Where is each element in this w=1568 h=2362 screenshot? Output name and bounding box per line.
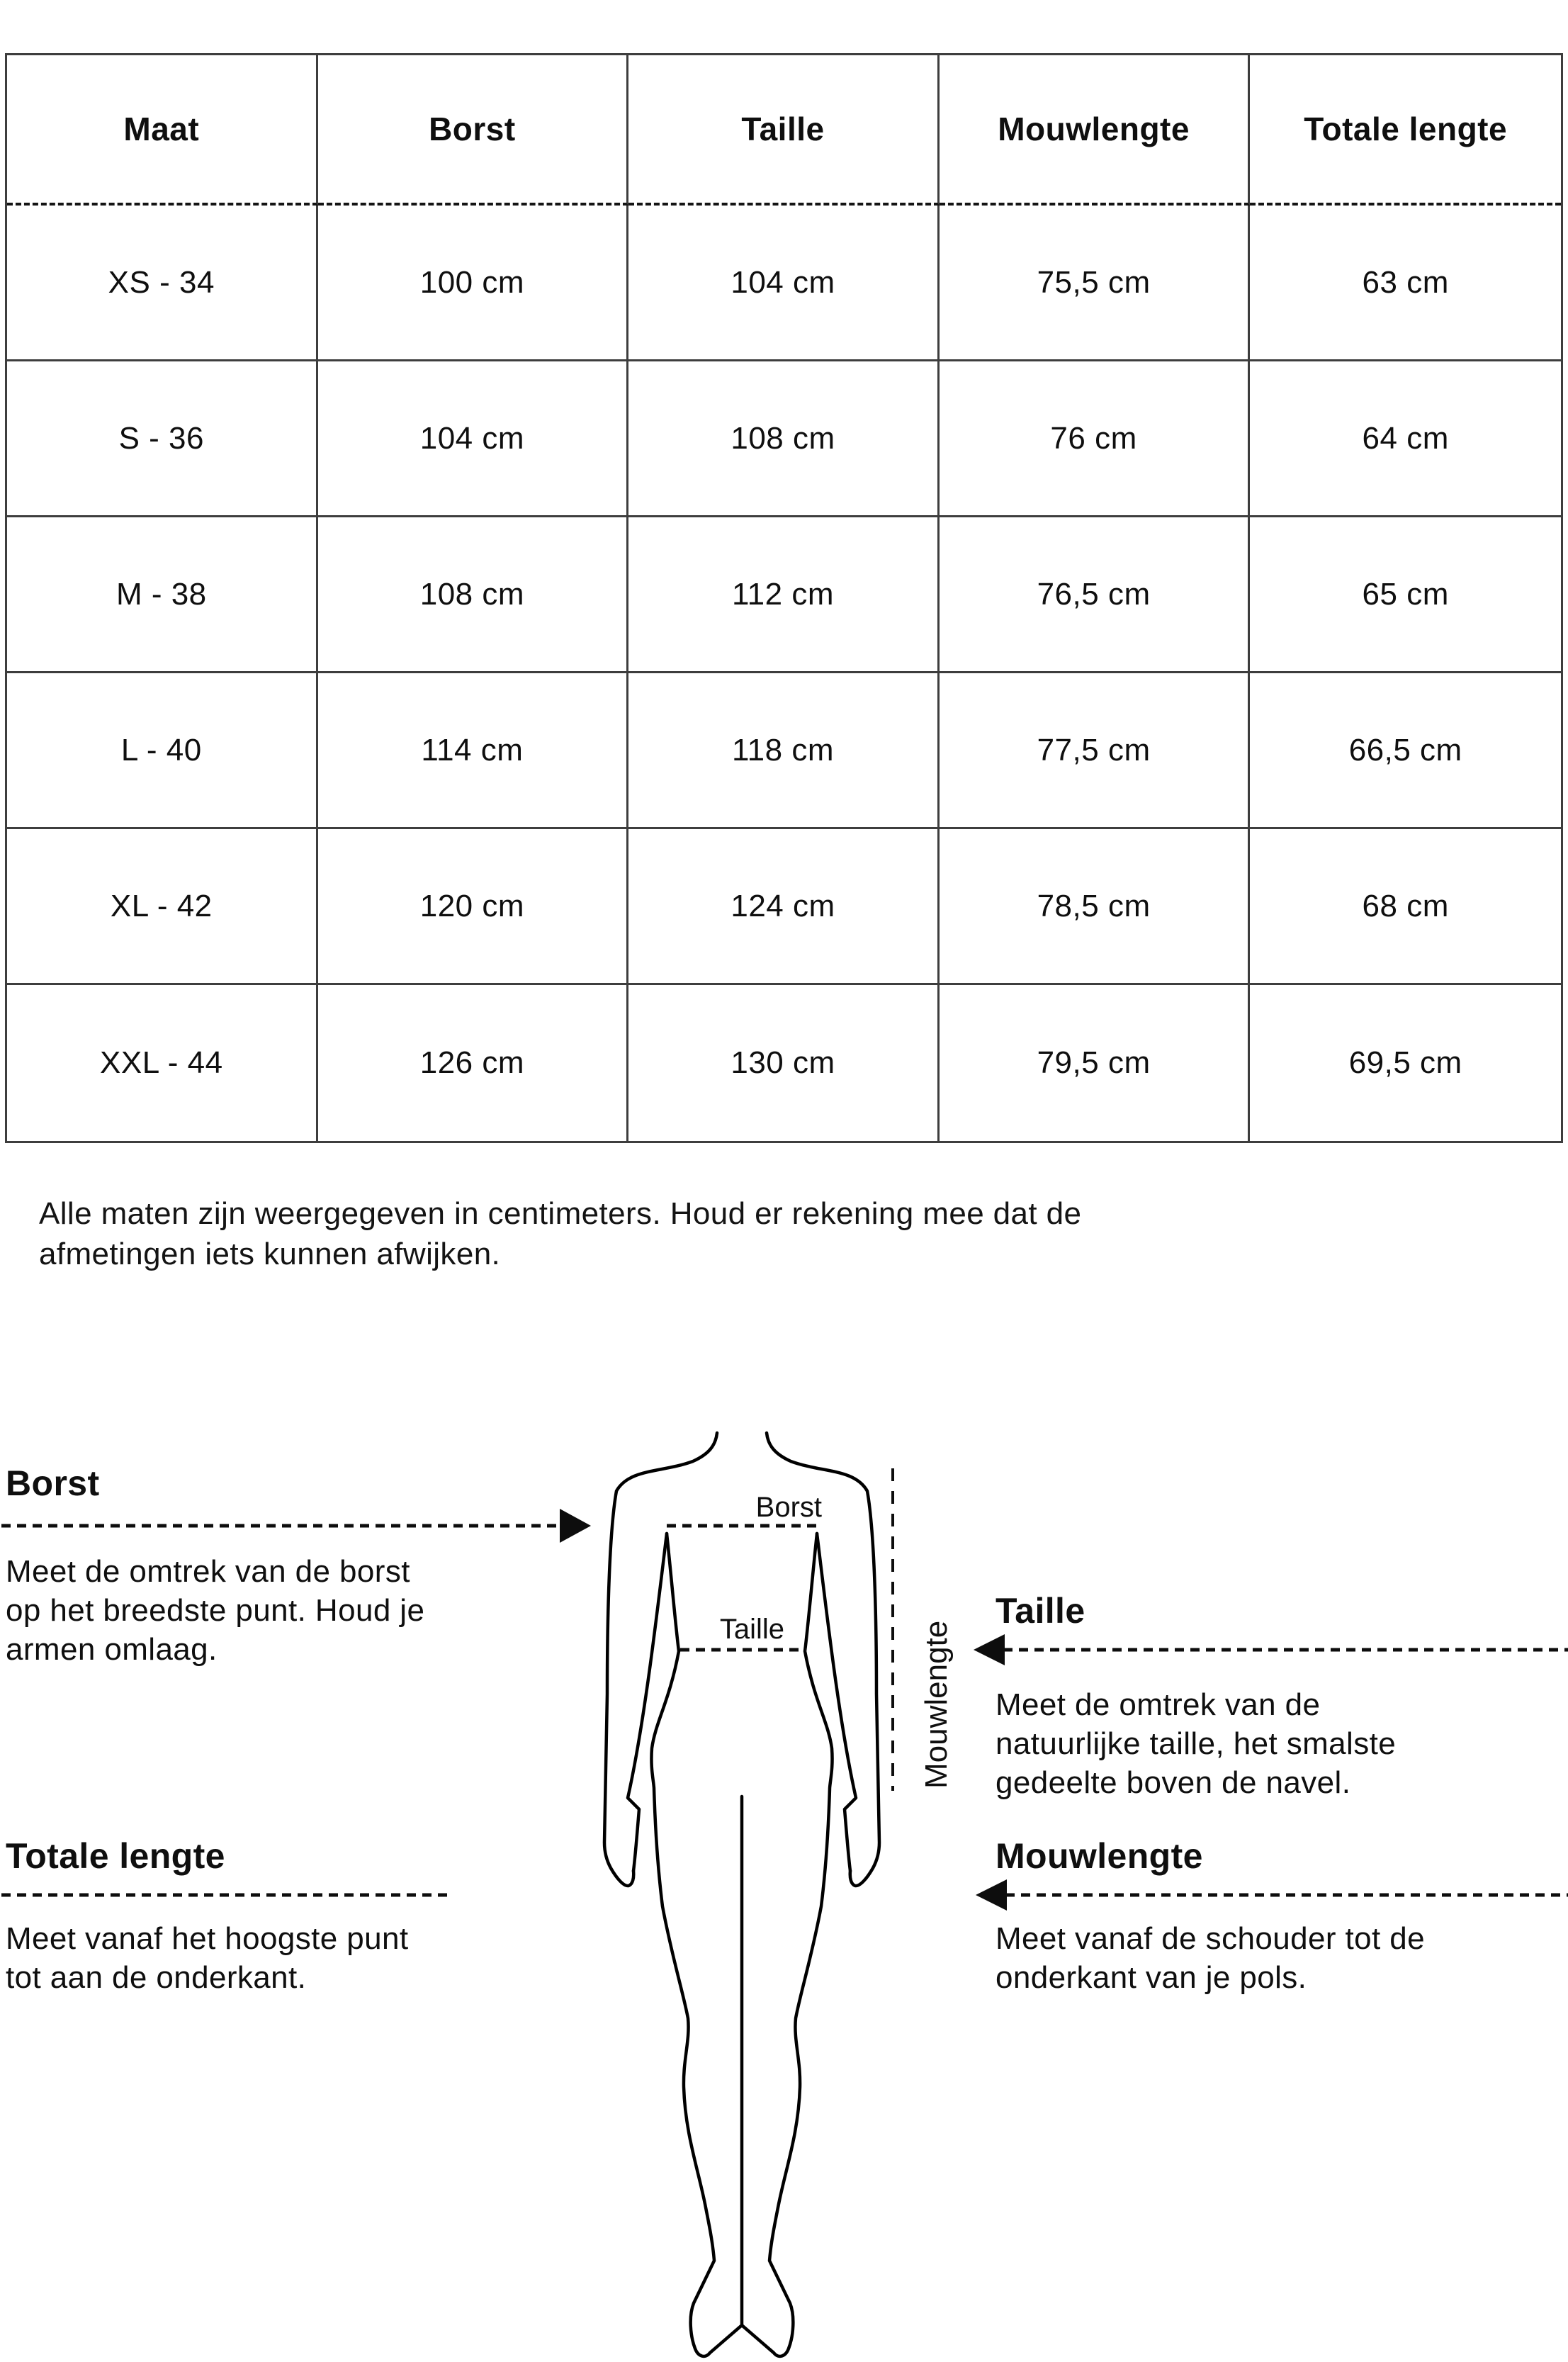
arrowhead-left-icon: [976, 1879, 1007, 1911]
size-cell: 130 cm: [628, 985, 940, 1141]
description-line: onderkant van je pols.: [995, 1960, 1307, 1995]
size-cell: 118 cm: [628, 673, 940, 829]
arrowhead-right-icon: [560, 1509, 591, 1543]
column-header-taille: Taille: [628, 55, 940, 206]
size-cell: 65 cm: [1250, 517, 1561, 673]
borst-section-title: Borst: [6, 1463, 100, 1503]
mouwlengte-section-title: Mouwlengte: [995, 1836, 1203, 1876]
description-line: Meet vanaf het hoogste punt: [6, 1921, 409, 1956]
size-cell: L - 40: [7, 673, 318, 829]
size-cell: 108 cm: [318, 517, 629, 673]
body-figure: [604, 1433, 879, 2356]
figure-waist-label: Taille: [719, 1614, 784, 1645]
description-line: armen omlaag.: [6, 1632, 218, 1667]
taille-arrow: [974, 1634, 1568, 1665]
figure-chest-label: Borst: [755, 1492, 822, 1523]
size-cell: 104 cm: [318, 361, 629, 517]
size-cell: M - 38: [7, 517, 318, 673]
column-header-borst: Borst: [318, 55, 629, 206]
description-line: Meet de omtrek van de: [995, 1687, 1321, 1722]
description-line: gedeelte boven de navel.: [995, 1765, 1351, 1800]
mouwlengte-arrow: [976, 1879, 1568, 1911]
size-cell: 66,5 cm: [1250, 673, 1561, 829]
size-cell: XXL - 44: [7, 985, 318, 1141]
size-cell: 124 cm: [628, 829, 940, 985]
size-cell: 120 cm: [318, 829, 629, 985]
taille-section-title: Taille: [995, 1591, 1085, 1631]
figure-right-torso: [743, 1534, 833, 2356]
size-cell: 78,5 cm: [940, 829, 1251, 985]
description-line: Meet vanaf de schouder tot de: [995, 1921, 1425, 1956]
size-cell: 104 cm: [628, 206, 940, 361]
note-line: afmetingen iets kunnen afwijken.: [39, 1237, 501, 1271]
column-header-maat: Maat: [7, 55, 318, 206]
size-cell: 114 cm: [318, 673, 629, 829]
note-line: Alle maten zijn weergegeven in centimeters. Houd er rekening mee dat de: [39, 1196, 1082, 1231]
description-line: Meet de omtrek van de borst: [6, 1554, 410, 1589]
description-line: op het breedste punt. Houd je: [6, 1593, 425, 1628]
borst-arrow: [1, 1509, 591, 1543]
column-header-totale-lengte: Totale lengte: [1250, 55, 1561, 206]
size-cell: 112 cm: [628, 517, 940, 673]
figure-left-arm-outline: [604, 1433, 717, 1886]
size-cell: 126 cm: [318, 985, 629, 1141]
size-cell: 68 cm: [1250, 829, 1561, 985]
size-cell: 69,5 cm: [1348, 1045, 1462, 1080]
size-cell: 76,5 cm: [940, 517, 1251, 673]
arrowhead-left-icon: [974, 1634, 1005, 1665]
size-cell: 77,5 cm: [940, 673, 1251, 829]
size-cell: 63 cm: [1250, 206, 1561, 361]
column-header-mouwlengte: Mouwlengte: [940, 55, 1251, 206]
figure-left-torso: [651, 1534, 741, 2356]
size-cell: 64 cm: [1250, 361, 1561, 517]
size-cell: 108 cm: [628, 361, 940, 517]
size-cell: XS - 34: [7, 206, 318, 361]
figure-left-inner-arm: [628, 1534, 667, 1871]
totale-lengte-section-title: Totale lengte: [6, 1836, 225, 1876]
size-cell: S - 36: [7, 361, 318, 517]
size-cell: 79,5 cm: [940, 985, 1251, 1141]
size-cell: 75,5 cm: [940, 206, 1251, 361]
size-cell: XL - 42: [7, 829, 318, 985]
size-cell: 100 cm: [318, 206, 629, 361]
measurement-diagram: [0, 1346, 1568, 2362]
description-line: tot aan de onderkant.: [6, 1960, 307, 1995]
measurements-note: [39, 1193, 1081, 1274]
size-cell: 76 cm: [940, 361, 1251, 517]
description-line: natuurlijke taille, het smalste: [995, 1726, 1397, 1761]
figure-right-inner-arm: [817, 1534, 856, 1871]
figure-sleeve-label: Mouwlengte: [919, 1620, 954, 1789]
size-table: [5, 53, 1563, 1143]
